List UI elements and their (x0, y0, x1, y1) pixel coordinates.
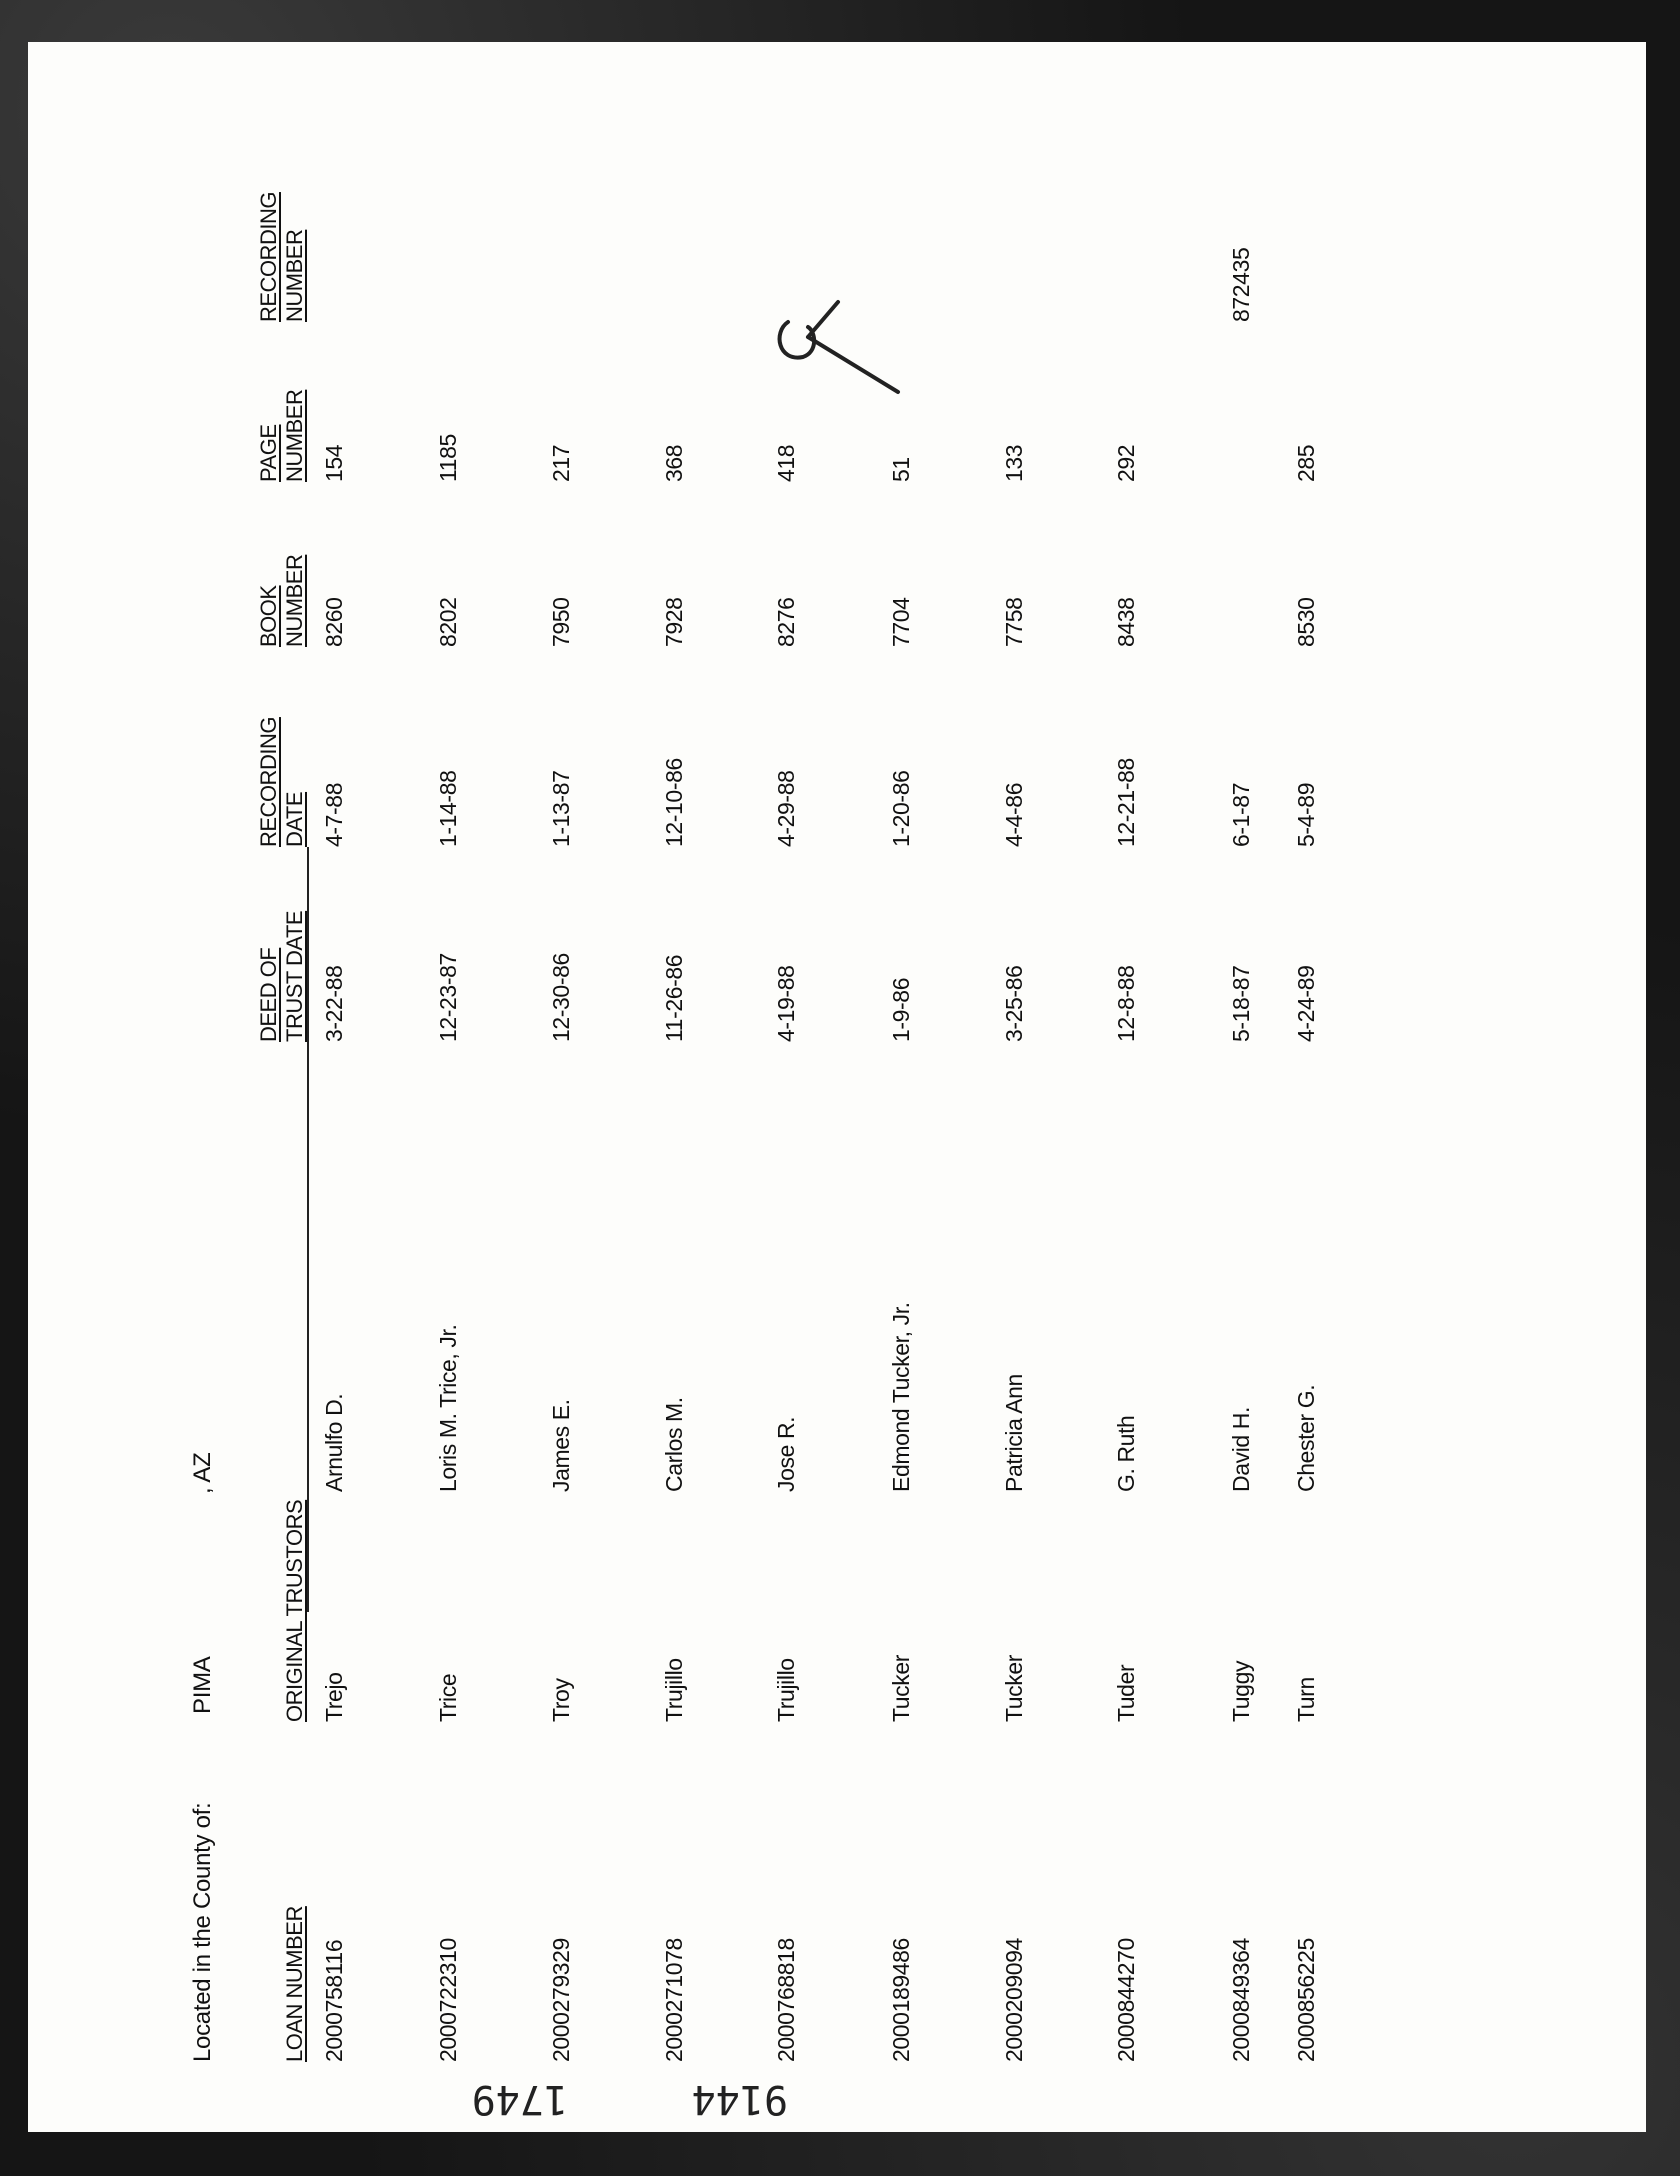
deed-of-trust-date: 3-22-88 (321, 965, 347, 1042)
recording-date: 4-29-88 (773, 770, 799, 847)
book-number: 7704 (888, 597, 914, 647)
book-number: 7758 (1001, 597, 1027, 647)
table-row (1293, 182, 1333, 2062)
loan-number: 2000849364 (1228, 1938, 1254, 2062)
recording-date: 1-14-88 (435, 770, 461, 847)
deed-of-trust-date: 11-26-86 (661, 954, 687, 1042)
book-number: 8438 (1113, 597, 1139, 647)
loan-number: 2000856225 (1293, 1938, 1319, 2062)
deed-of-trust-date: 12-8-88 (1113, 965, 1139, 1042)
trustor-last-name: Tuder (1113, 1664, 1139, 1722)
trustor-first-name: Carlos M. (661, 1397, 687, 1492)
trustor-last-name: Turn (1293, 1677, 1319, 1722)
header-original-trustors: ORIGINAL TRUSTORS (282, 1499, 307, 1722)
table-row (435, 182, 475, 2062)
recording-date: 4-7-88 (321, 782, 347, 847)
loan-number: 2000189486 (888, 1938, 914, 2062)
deed-of-trust-date: 4-19-88 (773, 965, 799, 1042)
trustor-last-name: Tucker (1001, 1654, 1027, 1722)
rotated-table (183, 182, 1333, 2062)
deed-of-trust-date: 3-25-86 (1001, 965, 1027, 1042)
loan-number: 2000758116 (321, 1939, 347, 2062)
table-row (1113, 182, 1153, 2062)
table-row (773, 182, 813, 2062)
book-number: 8260 (321, 597, 347, 647)
page-number: 285 (1293, 444, 1319, 482)
handwritten-note-a: 9144 (691, 2076, 788, 2122)
trustor-first-name: David H. (1228, 1407, 1254, 1492)
location-line (183, 1453, 223, 2062)
table-row (661, 182, 701, 2062)
header-recording-number: RECORDING NUMBER (256, 192, 307, 322)
recording-date: 6-1-87 (1228, 782, 1254, 847)
table-row (548, 182, 588, 2062)
county-name: PIMA (189, 1656, 216, 1714)
page-number: 154 (321, 444, 347, 482)
loan-number: 2000279329 (548, 1938, 574, 2062)
book-number: 8202 (435, 597, 461, 647)
trustor-first-name: Jose R. (773, 1416, 799, 1492)
book-number: 8276 (773, 597, 799, 647)
recording-number: 872435 (1228, 247, 1254, 322)
state-abbrev: , AZ (189, 1452, 216, 1494)
recording-date: 12-10-86 (661, 758, 687, 847)
table-row (1001, 182, 1041, 2062)
trustor-first-name: Arnulfo D. (321, 1393, 347, 1492)
page-number: 292 (1113, 444, 1139, 482)
header-page-number: PAGE NUMBER (256, 389, 307, 482)
trustor-first-name: Patricia Ann (1001, 1374, 1027, 1492)
handwritten-numbers (408, 2052, 788, 2122)
book-number: 7928 (661, 597, 687, 647)
loan-number: 2000209094 (1001, 1938, 1027, 2062)
trustor-first-name: Chester G. (1293, 1384, 1319, 1492)
page-number: 368 (661, 444, 687, 482)
deed-of-trust-date: 5-18-87 (1228, 965, 1254, 1042)
handwritten-note-b: 1749 (471, 2076, 568, 2122)
header-book-number: BOOK NUMBER (256, 554, 307, 647)
loan-number: 2000722310 (435, 1938, 461, 2062)
page-number: 418 (773, 444, 799, 482)
location-label: Located in the County of: (189, 1802, 216, 2062)
recording-date: 12-21-88 (1113, 758, 1139, 847)
header-loan-number: LOAN NUMBER (282, 1906, 307, 2062)
trustor-last-name: Troy (548, 1678, 574, 1722)
trustor-first-name: G. Ruth (1113, 1415, 1139, 1492)
table-row (321, 182, 361, 2062)
trustor-first-name: James E. (548, 1399, 574, 1492)
trustor-first-name: Edmond Tucker, Jr. (888, 1302, 914, 1492)
recording-date: 1-20-86 (888, 770, 914, 847)
book-number: 8530 (1293, 597, 1319, 647)
trustor-first-name: Loris M. Trice, Jr. (435, 1324, 461, 1492)
trustor-last-name: Trujillo (661, 1658, 687, 1722)
recording-date: 5-4-89 (1293, 782, 1319, 847)
table-row (888, 182, 928, 2062)
deed-of-trust-date: 12-23-87 (435, 953, 461, 1042)
trustor-last-name: Trice (435, 1673, 461, 1722)
trustor-last-name: Tucker (888, 1654, 914, 1722)
table-row (1228, 182, 1268, 2062)
deed-of-trust-date: 1-9-86 (888, 977, 914, 1042)
header-recording-date: RECORDING DATE (256, 717, 307, 847)
page-number: 217 (548, 444, 574, 482)
header-deed-of-trust-date: DEED OF TRUST DATE (256, 910, 307, 1042)
page-number: 133 (1001, 444, 1027, 482)
page-number: 51 (888, 457, 914, 482)
trustor-last-name: Tuggy (1228, 1660, 1254, 1722)
loan-number: 2000271078 (661, 1938, 687, 2062)
deed-of-trust-date: 12-30-86 (548, 953, 574, 1042)
book-number: 7950 (548, 597, 574, 647)
trustor-last-name: Trujillo (773, 1658, 799, 1722)
page-number: 1185 (435, 434, 461, 482)
loan-number: 2000768818 (773, 1938, 799, 2062)
deed-of-trust-date: 4-24-89 (1293, 965, 1319, 1042)
recording-date: 1-13-87 (548, 770, 574, 847)
trustor-last-name: Trejo (321, 1672, 347, 1722)
handwritten-checkmark (768, 292, 908, 412)
recording-date: 4-4-86 (1001, 782, 1027, 847)
document-page (28, 42, 1646, 2132)
loan-number: 2000844270 (1113, 1938, 1139, 2062)
